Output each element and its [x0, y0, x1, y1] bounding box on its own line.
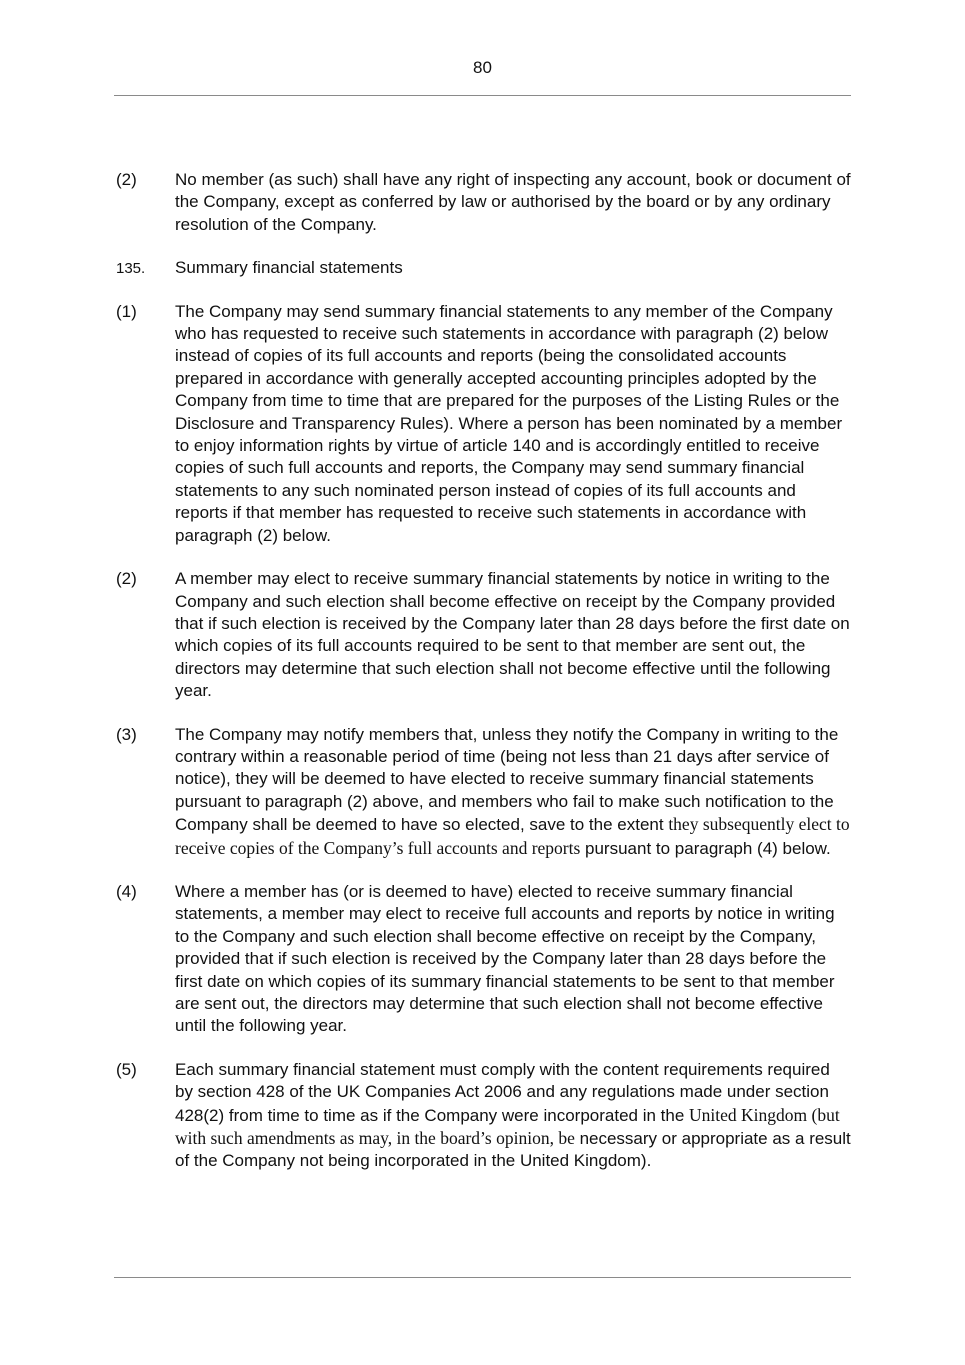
paragraph-text-part-a: Each summary financial statement must comply with the content requirements required by section 428 of the UK Companies Act 2006 and any regulations made under section 428(2) from time to time as if the Company were incorporated in the [175, 1059, 830, 1125]
paragraph-text-part-b: they subsequently elect to receive copies of the Company’s full accounts and reports [175, 814, 850, 858]
paragraph-number: (3) [116, 724, 137, 744]
paragraph-number: (2) [116, 569, 137, 589]
paragraph-text-part-a: The Company may notify members that, unless they notify the Company in writing to the contrary within a reasonable period of time (being not less than 21 days after service of notice), they will be deemed to have elected to receive summary financial statements pursuant to paragraph (2) above, and members who fail to make such notification to the Company shall be deemed to have so elected, save to the extent [175, 724, 839, 835]
paragraph-text: Where a member has (or is deemed to have) elected to receive summary financial statements, a member may elect to receive full accounts and reports by notice in writing to the Company and such election shall become effective on receipt by the Company, provided that if such election is received by the Company later than 28 days before the first date on which copies of its summary financial statements to be sent to that member are sent out, the directors may determine that such election shall not become effective until the following year. [175, 881, 835, 1036]
paragraph-text: The Company may send summary financial statements to any member of the Company who has requested to receive such statements in accordance with paragraph (2) below instead of copies of its full accounts and reports (being the consolidated accounts prepared in accordance with generally accepted accounting principles adopted by the Company from time to time that are prepared for the purposes of the Listing Rules or the Disclosure and Transparency Rules). Where a person has been nominated by a member to enjoy information rights by virtue of article 140 and is accordingly entitled to receive copies of such full accounts and reports, the Company may send summary financial statements to any such nominated person instead of copies of its full accounts and reports if that member has requested to receive such statements in accordance with paragraph (2) below. [175, 301, 843, 545]
article-title: Summary financial statements [175, 258, 403, 278]
paragraph-text-part-c: pursuant to paragraph (4) below. [580, 838, 831, 858]
paragraph-number: (1) [116, 301, 137, 321]
paragraph-text: A member may elect to receive summary financial statements by notice in writing to the Company and such election shall become effective on receipt by the Company provided that if such election is received by the Company later than 28 days before the first date on which copies of its full accounts required to be sent to that member are sent out, the directors may determine that such election shall not become effective until the following year. [175, 569, 850, 701]
paragraph-2-inspection [116, 169, 851, 236]
article-paragraph-5 [116, 1059, 851, 1173]
paragraph-text: No member (as such) shall have any right of inspecting any account, book or document of the Company, except as conferred by law or authorised by the board or by any ordinary resolution of the Company. [175, 170, 851, 234]
article-paragraph-4 [116, 881, 851, 1038]
paragraph-number: (5) [116, 1059, 137, 1079]
document-body [116, 169, 851, 1194]
article-paragraph-3 [116, 724, 851, 860]
paragraph-number: (2) [116, 170, 137, 189]
paragraph-text-part-c: necessary or appropriate as a result of the Company not being incorporated in the United Kingdom). [175, 1129, 851, 1171]
paragraph-number: (4) [116, 881, 137, 901]
article-number: 135. [116, 260, 146, 278]
header-divider [114, 95, 851, 96]
article-paragraph-2 [116, 568, 851, 702]
article-paragraph-1 [116, 301, 851, 547]
page-number: 80 [473, 58, 492, 77]
paragraph-text-part-b: United Kingdom (but with such amendments as may, in the board’s opinion, be [175, 1104, 840, 1149]
article-heading [116, 257, 851, 279]
footer-divider [114, 1277, 851, 1278]
